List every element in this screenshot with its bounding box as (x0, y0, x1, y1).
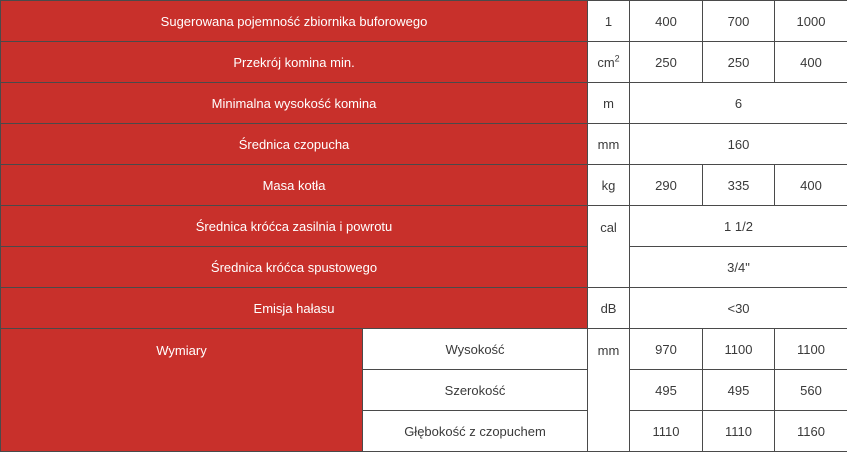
unit-cell (588, 42, 630, 83)
value-cell: 1110 (630, 411, 703, 452)
dimensions-label: Wymiary (1, 329, 363, 452)
value-cell: 3/4" (630, 247, 847, 288)
value-cell: 970 (630, 329, 703, 370)
unit-cell: cal (588, 206, 630, 288)
table-row (1, 247, 847, 288)
table-row (1, 165, 847, 206)
value-cell: <30 (630, 288, 847, 329)
value-cell: 1100 (775, 329, 847, 370)
value-cell: 400 (775, 42, 847, 83)
value-cell: 335 (703, 165, 775, 206)
value-cell: 495 (630, 370, 703, 411)
dimension-label: Szerokość (363, 370, 588, 411)
value-cell: 1160 (775, 411, 847, 452)
table-row (1, 83, 847, 124)
table-row (1, 329, 847, 370)
table-row (1, 124, 847, 165)
unit-superscript: 2 (614, 53, 620, 64)
table-row (1, 288, 847, 329)
value-cell: 250 (703, 42, 775, 83)
value-cell: 700 (703, 1, 775, 42)
row-label: Sugerowana pojemność zbiornika buforowego (1, 1, 588, 42)
row-label: Masa kotła (1, 165, 588, 206)
row-label: Emisja hałasu (1, 288, 588, 329)
row-label: Średnica króćca spustowego (1, 247, 588, 288)
dimension-label: Wysokość (363, 329, 588, 370)
row-label: Przekrój komina min. (1, 42, 588, 83)
unit-cell: kg (588, 165, 630, 206)
value-cell: 495 (703, 370, 775, 411)
value-cell: 250 (630, 42, 703, 83)
table-row (1, 42, 847, 83)
unit-cell: 1 (588, 1, 630, 42)
value-cell: 1100 (703, 329, 775, 370)
row-label: Minimalna wysokość komina (1, 83, 588, 124)
unit-cell: m (588, 83, 630, 124)
value-cell: 6 (630, 83, 847, 124)
value-cell: 1 1/2 (630, 206, 847, 247)
value-cell: 160 (630, 124, 847, 165)
value-cell: 400 (775, 165, 847, 206)
value-cell: 1110 (703, 411, 775, 452)
row-label: Średnica króćca zasilnia i powrotu (1, 206, 588, 247)
value-cell: 400 (630, 1, 703, 42)
unit-base: cm (597, 54, 615, 70)
value-cell: 290 (630, 165, 703, 206)
unit-cell: mm (588, 124, 630, 165)
table-row (1, 1, 847, 42)
unit-cell: mm (588, 329, 630, 452)
value-cell: 560 (775, 370, 847, 411)
value-cell: 1000 (775, 1, 847, 42)
row-label: Średnica czopucha (1, 124, 588, 165)
dimension-label: Głębokość z czopuchem (363, 411, 588, 452)
table-row (1, 206, 847, 247)
unit-cell: dB (588, 288, 630, 329)
